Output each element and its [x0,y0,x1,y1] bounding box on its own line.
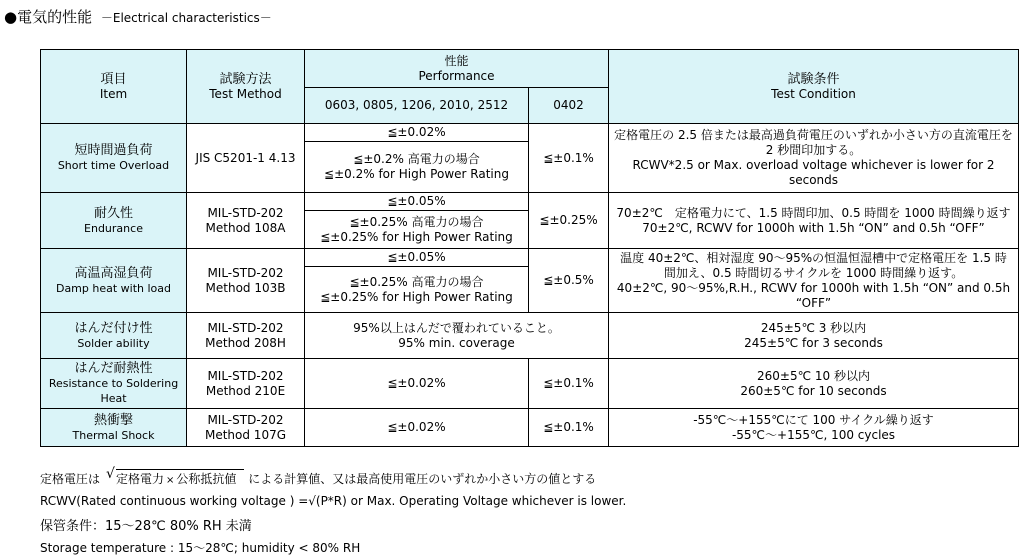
condition-cell: 70±2℃ 定格電力にて、1.5 時間印加、0.5 時間を 1000 時間繰り返す 70±2℃, RCWV for 1000h with 1.5h “ON” and 0.5h “OFF” [609,193,1019,249]
condition-cell: 温度 40±2℃、相対湿度 90～95%の恒温恒湿槽中で定格電圧を 1.5 時 間加え、0.5 時間切るサイクルを 1000 時間繰り返す。 40±2℃, 90～95%,R.H., RCWV for 1000h with 1.5h “ON” and 0.5h “OFF” [609,249,1019,313]
perf-top-cell: ≦±0.02% [305,124,529,142]
rcwv-note: RCWV(Rated continuous working voltage ) =√(P*R) or Max. Operating Voltage whichever is lower. [40,494,627,508]
perf-main-cell: ≦±0.02% [305,359,529,409]
header-item: 項目 Item [41,50,187,124]
perf-0402-cell: ≦±0.1% [529,359,609,409]
perf-0402-cell: ≦±0.1% [529,409,609,447]
perf-bottom-cell: ≦±0.2% 高電力の場合 ≦±0.2% for High Power Rating [305,142,529,193]
header-test-condition: 試験条件 Test Condition [609,50,1019,124]
storage-note-en: Storage temperature : 15～28℃; humidity < 80% RH [40,541,361,555]
method-cell: MIL-STD-202 Method 108A [187,193,305,249]
header-sizes-main: 0603, 0805, 1206, 2010, 2512 [305,88,529,124]
item-cell: 短時間過負荷 Short time Overload [41,124,187,193]
method-cell: MIL-STD-202 Method 208H [187,313,305,359]
item-cell: 耐久性 Endurance [41,193,187,249]
item-cell: はんだ付け性 Solder ability [41,313,187,359]
perf-top-cell: ≦±0.05% [305,193,529,211]
item-cell: 高温高湿負荷 Damp heat with load [41,249,187,313]
sqrt-formula: √ 定格電力 × 公称抵抗値 [106,469,244,487]
perf-0402-cell: ≦±0.1% [529,124,609,193]
perf-top-cell: ≦±0.05% [305,249,529,267]
perf-bottom-cell: ≦±0.25% 高電力の場合 ≦±0.25% for High Power Rating [305,211,529,249]
condition-cell: 245±5℃ 3 秒以内 245±5℃ for 3 seconds [609,313,1019,359]
header-size-0402: 0402 [529,88,609,124]
method-cell: MIL-STD-202 Method 210E [187,359,305,409]
storage-note-jp: 保管条件：15～28℃ 80% RH 未満 [40,519,252,534]
perf-0402-cell: ≦±0.25% [529,193,609,249]
item-cell: はんだ耐熱性 Resistance to Soldering Heat [41,359,187,409]
header-test-method: 試験方法 Test Method [187,50,305,124]
condition-cell: 定格電圧の 2.5 倍または最高過負荷電圧のいずれか小さい方の直流電圧を 2 秒間印加する。 RCWV*2.5 or Max. overload voltage whichever is lower for 2 seconds [609,124,1019,193]
header-performance: 性能 Performance [305,50,609,88]
condition-cell: 260±5℃ 10 秒以内 260±5℃ for 10 seconds [609,359,1019,409]
perf-0402-cell: ≦±0.5% [529,249,609,313]
section-title-en: －Electrical characteristics－ [100,11,272,25]
section-title-jp: ●電気的性能 [4,8,93,26]
method-cell: JIS C5201-1 4.13 [187,124,305,193]
perf-bottom-cell: ≦±0.25% 高電力の場合 ≦±0.25% for High Power Rating [305,267,529,313]
electrical-characteristics-table [40,49,1019,447]
condition-cell: -55℃～+155℃にて 100 サイクル繰り返す -55℃～+155℃, 100 cycles [609,409,1019,447]
perf-merged-cell: 95%以上はんだで覆われていること。 95% min. coverage [305,313,609,359]
rated-voltage-note: 定格電圧は √ 定格電力 × 公称抵抗値 による計算値、又は最高使用電圧のいずれか小さい方の値とする [40,466,597,486]
method-cell: MIL-STD-202 Method 107G [187,409,305,447]
item-cell: 熱衝撃 Thermal Shock [41,409,187,447]
method-cell: MIL-STD-202 Method 103B [187,249,305,313]
section-title [4,6,272,27]
perf-main-cell: ≦±0.02% [305,409,529,447]
